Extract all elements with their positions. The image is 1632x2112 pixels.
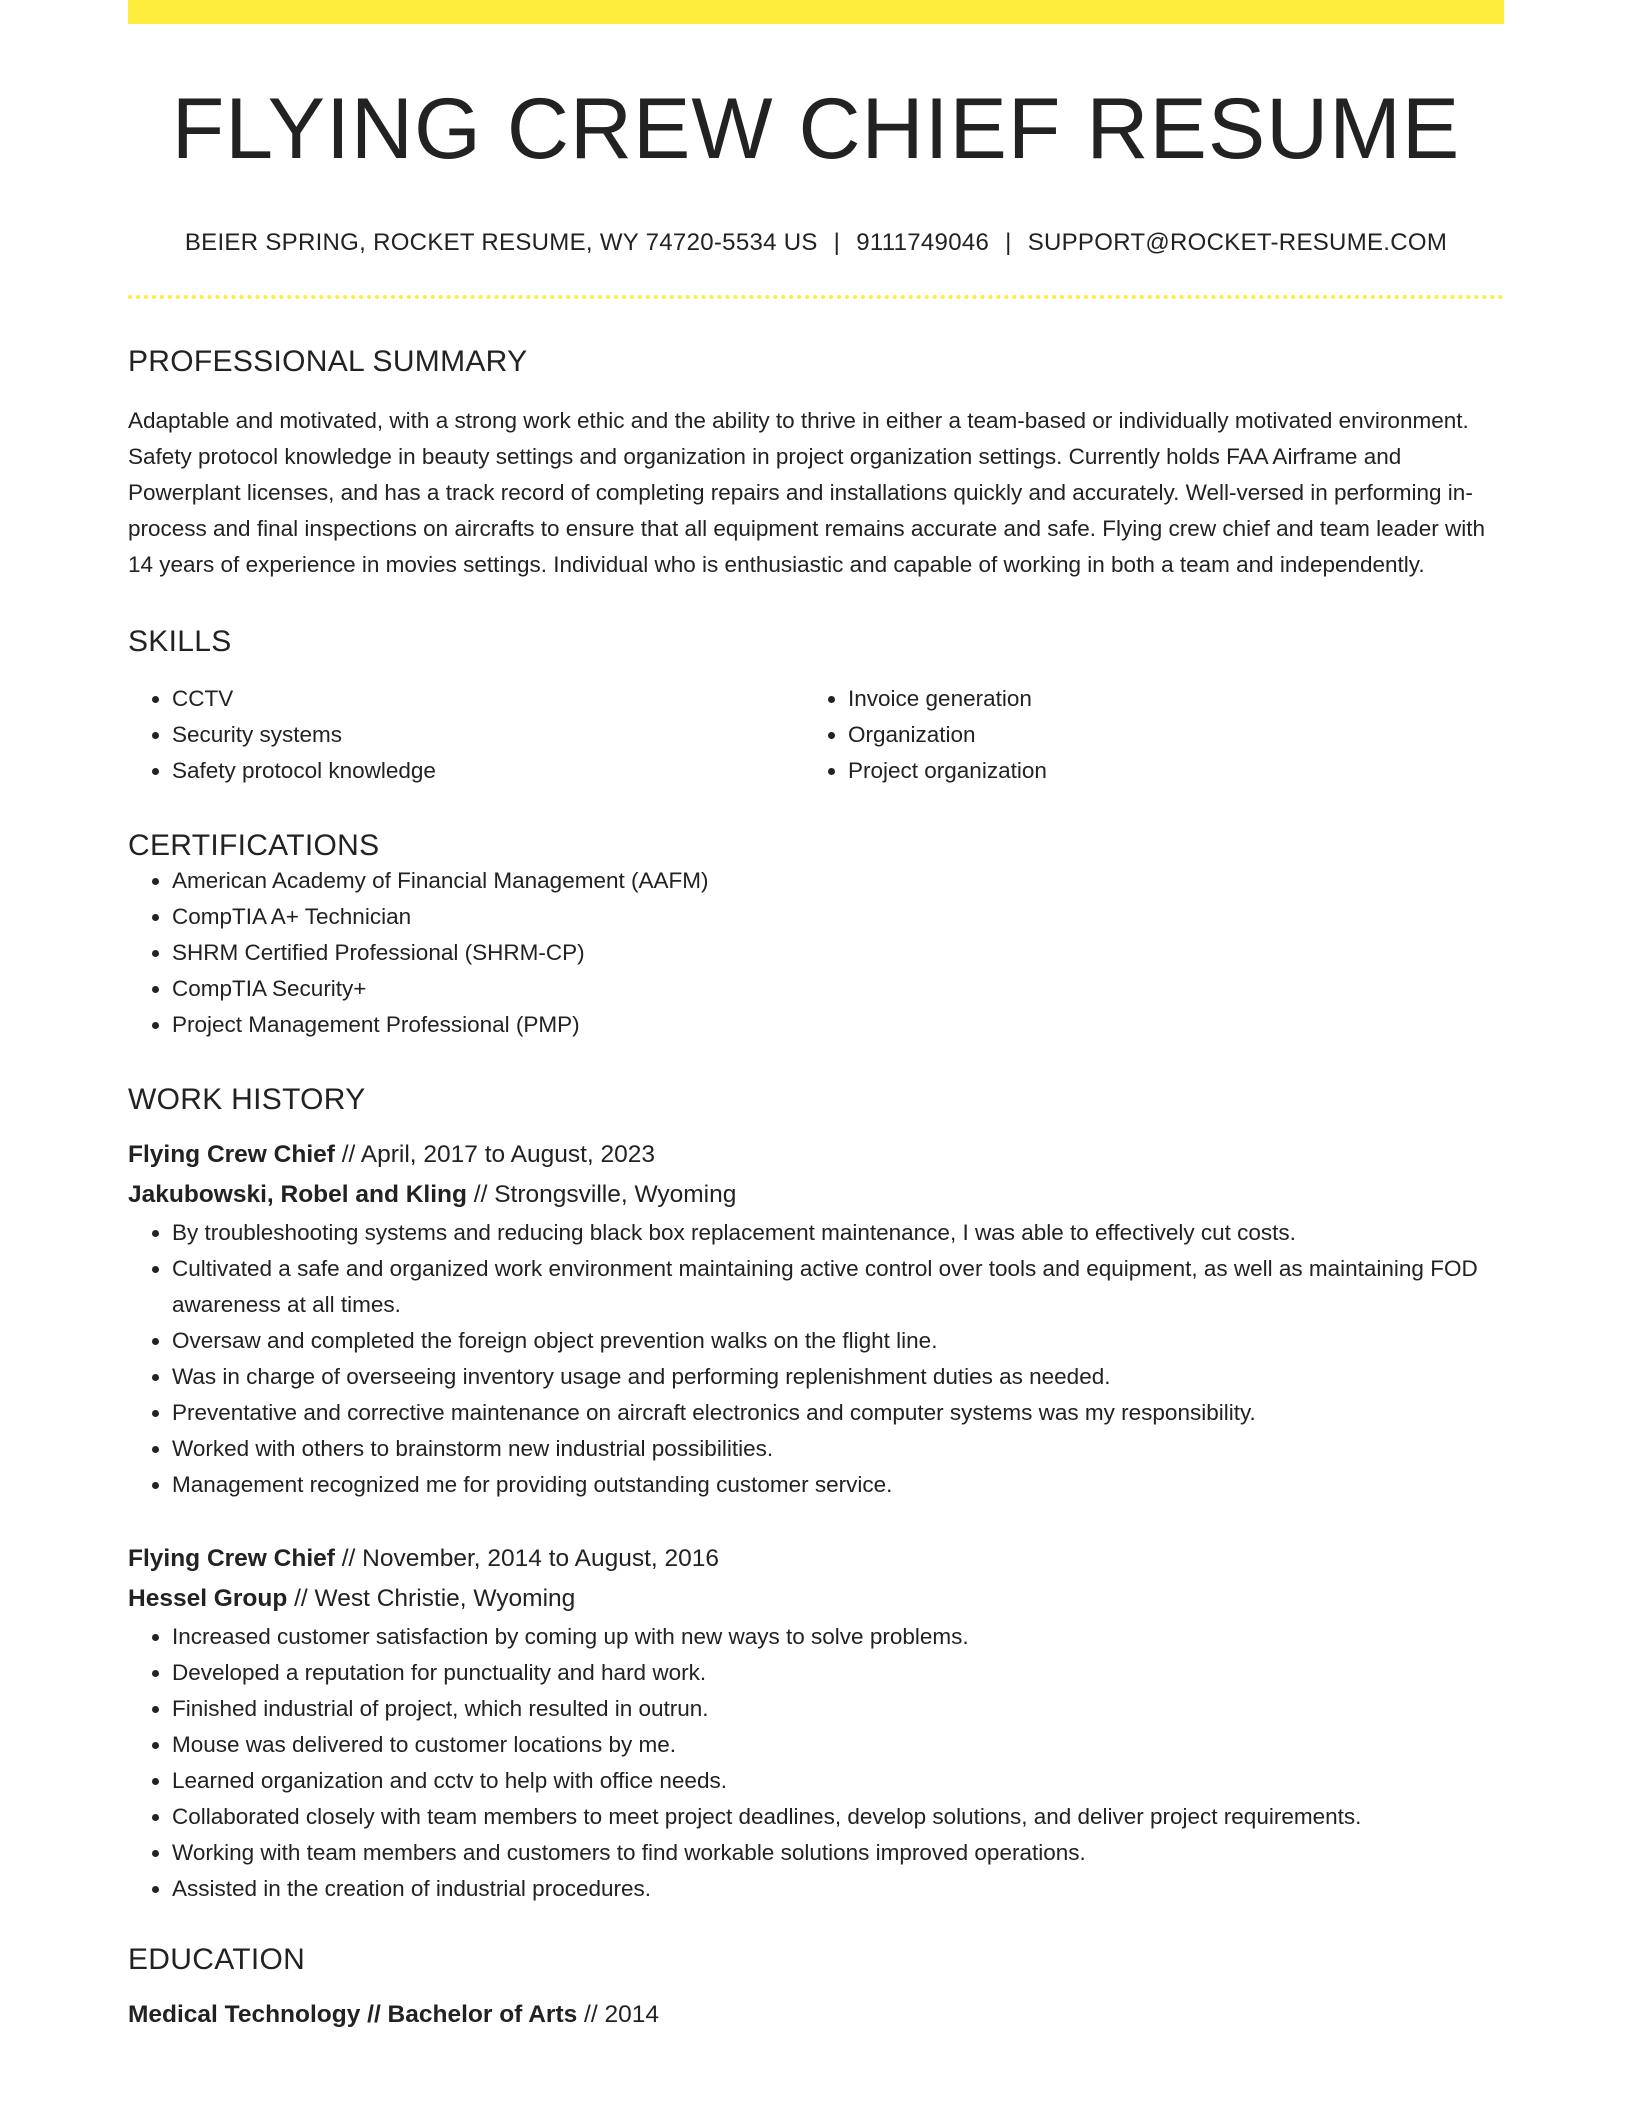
job-bullet: • Oversaw and completed the foreign object prevention walks on the flight line. (172, 1323, 1504, 1359)
skills-column-left (128, 681, 804, 789)
resume-page (128, 0, 1504, 2035)
job-location: // Strongsville, Wyoming (466, 1180, 737, 1208)
job-bullets (128, 1619, 1504, 1907)
certification-item: • SHRM Certified Professional (SHRM-CP) (172, 935, 1504, 971)
skills-heading: SKILLS (128, 624, 232, 658)
job-company: Jakubowski, Robel and Kling (128, 1180, 467, 1208)
skills-column-right (804, 681, 1480, 789)
work-history-heading: WORK HISTORY (128, 1082, 366, 1116)
summary-text: Adaptable and motivated, with a strong work ethic and the ability to thrive in either a team-based or individually motivated environment. Safety protocol knowledge in beauty settings and organization in project organization settings. Currently holds FAA Airframe and Powerplant licenses, and has a track record of completing repairs and installations quickly and accurately. Well-versed in performing in-process and final inspections on aircrafts to ensure that all equipment remains accurate and safe. Flying crew chief and team leader with 14 years of experience in movies settings. Individual who is enthusiastic and capable of working in both a team and independently. (128, 407, 1485, 577)
job-company-line (128, 1579, 1504, 1619)
certifications-heading: CERTIFICATIONS (128, 828, 380, 862)
job-bullet: • Increased customer satisfaction by coming up with new ways to solve problems. (172, 1619, 1504, 1655)
certifications-list (128, 863, 1504, 1043)
job-dates: // November, 2014 to August, 2016 (334, 1544, 720, 1572)
contact-address: BEIER SPRING, ROCKET RESUME, WY 74720-5534 US (184, 228, 818, 256)
job-role: Flying Crew Chief (128, 1140, 335, 1168)
job-role-line (128, 1135, 1504, 1175)
job-role: Flying Crew Chief (128, 1544, 335, 1572)
job-role-line (128, 1539, 1504, 1579)
job-bullet: • Working with team members and customers to find workable solutions improved operations. (172, 1835, 1504, 1871)
contact-phone: 9111749046 (856, 228, 990, 256)
job-bullet: • Mouse was delivered to customer locations by me. (172, 1727, 1504, 1763)
job-company: Hessel Group (128, 1584, 288, 1612)
job-bullet: • Developed a reputation for punctuality and hard work. (172, 1655, 1504, 1691)
skill-item: • Project organization (848, 753, 1480, 789)
job-entry (128, 1135, 1504, 1503)
education-year: // 2014 (577, 2000, 659, 2028)
job-bullet: • Management recognized me for providing outstanding customer service. (172, 1467, 1504, 1503)
job-bullet: • Assisted in the creation of industrial procedures. (172, 1871, 1504, 1907)
job-bullet: • Collaborated closely with team members to meet project deadlines, develop solutions, and deliver project requirements. (172, 1799, 1504, 1835)
skill-item: • Organization (848, 717, 1480, 753)
skill-item: • Invoice generation (848, 681, 1480, 717)
job-location: // West Christie, Wyoming (287, 1584, 576, 1612)
education-entry (128, 1995, 1504, 2035)
contact-separator: | (833, 228, 841, 256)
job-bullet: • Learned organization and cctv to help with office needs. (172, 1763, 1504, 1799)
job-company-line (128, 1175, 1504, 1215)
contact-email: SUPPORT@ROCKET-RESUME.COM (1027, 228, 1448, 256)
certification-item: • CompTIA A+ Technician (172, 899, 1504, 935)
skill-item: • Security systems (172, 717, 804, 753)
certification-item: • CompTIA Security+ (172, 971, 1504, 1007)
certification-item: • Project Management Professional (PMP) (172, 1007, 1504, 1043)
skills-list (128, 681, 1504, 789)
job-bullet: • Preventative and corrective maintenance on aircraft electronics and computer systems was my responsibility. (172, 1395, 1504, 1431)
job-bullet: • Worked with others to brainstorm new industrial possibilities. (172, 1431, 1504, 1467)
certification-item: • American Academy of Financial Management (AAFM) (172, 863, 1504, 899)
summary-heading: PROFESSIONAL SUMMARY (128, 344, 528, 378)
job-bullet: • Finished industrial of project, which resulted in outrun. (172, 1691, 1504, 1727)
education-degree: Medical Technology // Bachelor of Arts (128, 2000, 578, 2028)
resume-title: FLYING CREW CHIEF RESUME (171, 81, 1461, 177)
job-bullet: • By troubleshooting systems and reducing black box replacement maintenance, I was able to effectively cut costs. (172, 1215, 1504, 1251)
contact-line (128, 229, 1504, 257)
skill-item: • CCTV (172, 681, 804, 717)
job-entry (128, 1539, 1504, 1907)
job-dates: // April, 2017 to August, 2023 (334, 1140, 656, 1168)
education-heading: EDUCATION (128, 1942, 306, 1976)
job-bullet: • Was in charge of overseeing inventory usage and performing replenishment duties as needed. (172, 1359, 1504, 1395)
top-accent-bar (128, 0, 1504, 24)
contact-separator: | (1005, 228, 1012, 256)
dotted-divider (128, 295, 1504, 299)
job-bullets (128, 1215, 1504, 1503)
job-bullet: • Cultivated a safe and organized work environment maintaining active control over tools and equipment, as well as maintaining FOD awareness at all times. (172, 1251, 1504, 1323)
skill-item: • Safety protocol knowledge (172, 753, 804, 789)
